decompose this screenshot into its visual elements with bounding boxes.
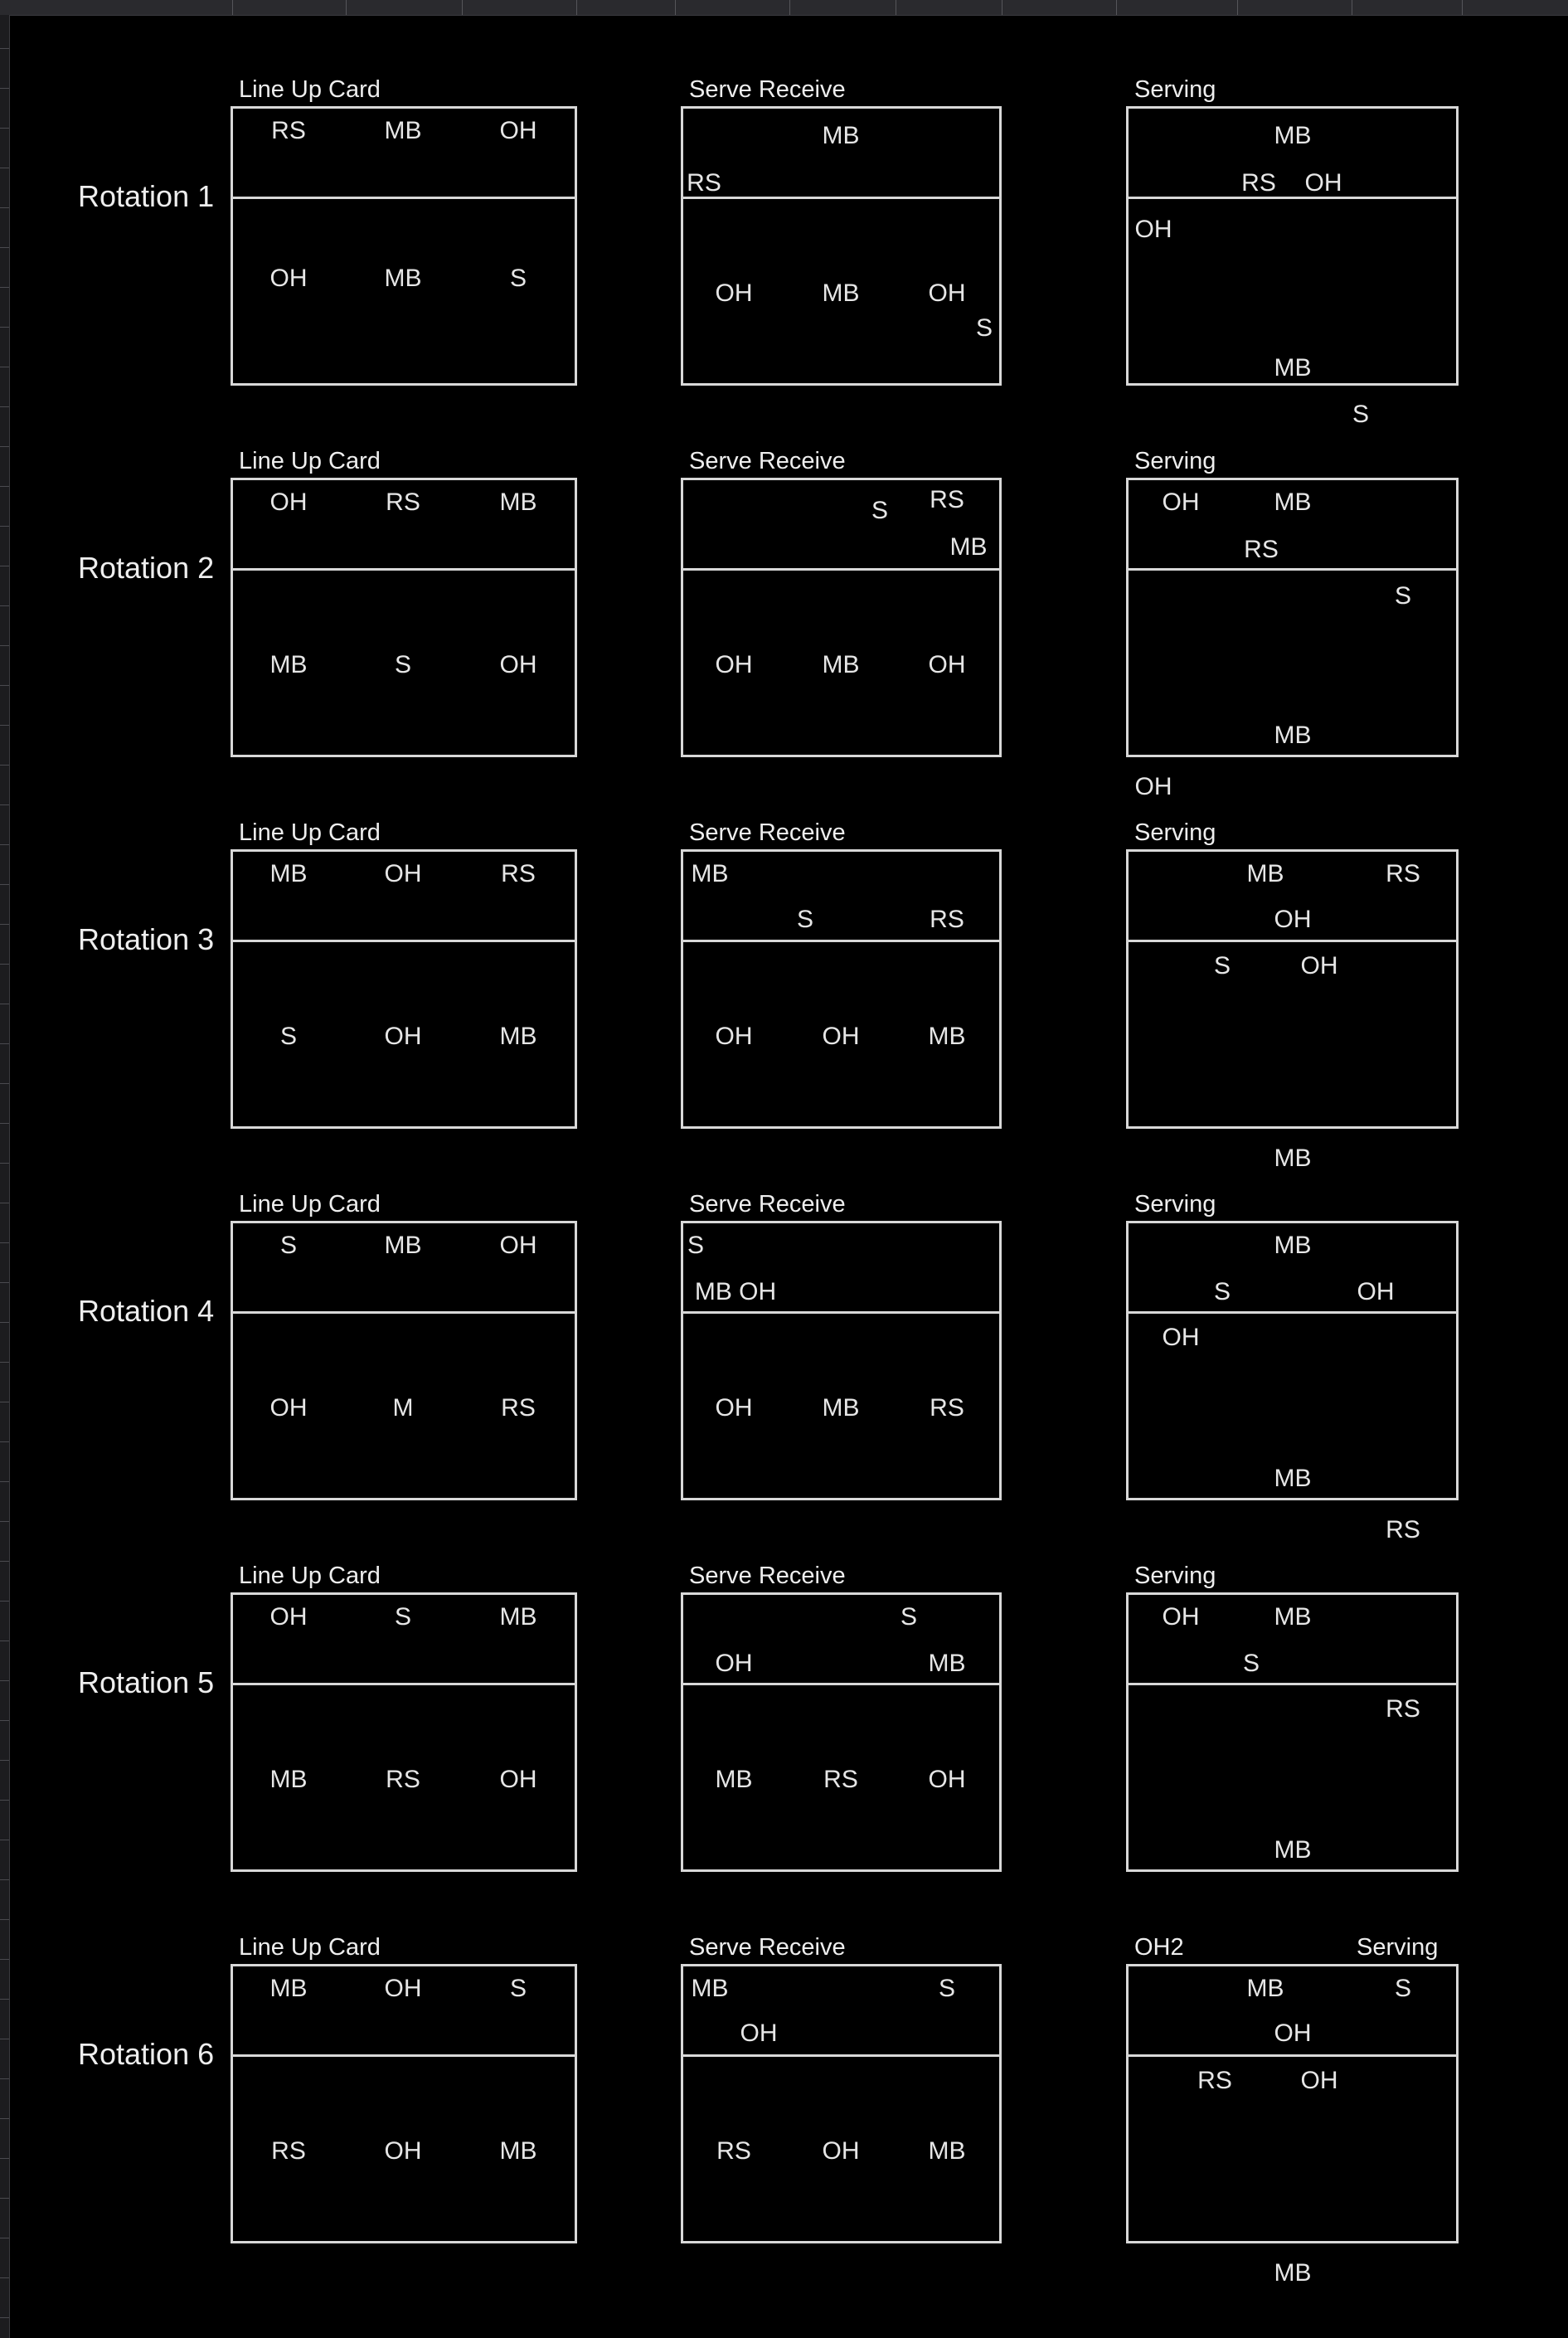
ruler-tick <box>0 1322 9 1323</box>
ruler-tick <box>576 0 577 15</box>
player-position-label: OH <box>499 117 537 144</box>
court-box <box>681 478 1002 757</box>
player-position-label: MB <box>928 1023 966 1050</box>
player-position-label: OH <box>928 651 966 678</box>
player-position-label: OH <box>1134 773 1172 800</box>
rotation-label: Rotation 5 <box>78 1665 215 1699</box>
panel-title: Serving <box>1134 1563 1216 1589</box>
panel-title: Line Up Card <box>239 1934 381 1961</box>
player-position-label: OH <box>499 1232 537 1259</box>
court-box <box>681 1964 1002 2243</box>
ruler-tick <box>1462 0 1463 15</box>
court-box <box>1126 1592 1459 1872</box>
player-position-label: OH <box>1274 2020 1312 2047</box>
court-box <box>231 1592 577 1872</box>
panel-title: Serve Receive <box>689 1934 846 1961</box>
player-position-label: MB <box>1246 1975 1284 2002</box>
net-line <box>233 568 575 571</box>
player-position-label: M <box>392 1394 414 1422</box>
court-box <box>231 1221 577 1500</box>
ruler-tick <box>232 0 233 15</box>
net-line <box>683 1683 999 1685</box>
ruler-tick <box>0 1879 9 1880</box>
player-position-label: MB <box>1274 489 1312 516</box>
ruler-tick <box>0 526 9 527</box>
player-position-label: MB <box>949 533 988 561</box>
panel-title: Serving <box>1134 448 1216 474</box>
ruler-tick <box>0 1521 9 1522</box>
ruler-tick <box>0 725 9 726</box>
player-position-label: RS <box>501 1394 536 1422</box>
ruler-tick <box>0 2078 9 2079</box>
ruler-tick <box>0 1561 9 1562</box>
ruler-tick <box>0 2317 9 2318</box>
ruler-tick <box>0 1959 9 1960</box>
ruler-tick <box>0 1720 9 1721</box>
player-position-label: S <box>938 1975 956 2002</box>
player-position-label: MB <box>1274 354 1312 382</box>
player-position-label: MB <box>384 265 422 292</box>
ruler-tick <box>0 605 9 606</box>
player-position-label: MB <box>499 2137 537 2165</box>
player-position-label: MB <box>928 1650 966 1677</box>
court-box <box>231 849 577 1129</box>
court-box <box>681 1221 1002 1500</box>
player-position-label: OH <box>1304 169 1342 197</box>
panel-title: Serve Receive <box>689 76 846 103</box>
ruler-tick <box>1116 0 1117 15</box>
player-position-label: MB <box>269 1975 308 2002</box>
player-position-label: MB <box>715 1766 753 1793</box>
court-box <box>1126 1964 1459 2243</box>
ruler-tick <box>0 924 9 925</box>
player-position-label: RS <box>1386 860 1420 887</box>
ruler-tick <box>0 1999 9 2000</box>
ruler-tick <box>0 804 9 805</box>
ruler-tick <box>0 1441 9 1442</box>
player-position-label: MB <box>1274 1145 1312 1172</box>
panel-title: Serve Receive <box>689 1563 846 1589</box>
player-position-label: MB OH <box>694 1278 777 1305</box>
player-position-label: OH <box>1300 952 1338 979</box>
ruler-tick <box>0 1760 9 1761</box>
player-position-label: RS <box>687 169 721 197</box>
ruler-tick <box>0 2198 9 2199</box>
player-position-label: OH <box>928 279 966 307</box>
player-position-label: RS <box>1386 1695 1420 1723</box>
player-position-label: MB <box>1246 860 1284 887</box>
ruler-tick <box>462 0 463 15</box>
left-ruler-strip <box>0 15 10 2338</box>
player-position-label: OH <box>1162 1324 1200 1351</box>
net-line <box>1129 568 1456 571</box>
rotation-label: Rotation 4 <box>78 1293 215 1328</box>
net-line <box>1129 2054 1456 2057</box>
player-position-label: MB <box>499 1603 537 1631</box>
net-line <box>233 940 575 942</box>
ruler-tick <box>0 1601 9 1602</box>
player-position-label: OH <box>715 1023 753 1050</box>
player-position-label: MB <box>1274 722 1312 749</box>
ruler-tick <box>0 48 9 49</box>
player-position-label: S <box>796 906 814 933</box>
ruler-tick <box>0 446 9 447</box>
ruler-tick <box>0 2158 9 2159</box>
ruler-tick <box>0 88 9 89</box>
court-box <box>681 849 1002 1129</box>
ruler-tick <box>0 406 9 407</box>
player-position-label: OH <box>715 651 753 678</box>
player-position-label: S <box>279 1023 298 1050</box>
player-position-label: RS <box>386 1766 420 1793</box>
player-position-label: MB <box>384 117 422 144</box>
player-position-label: MB <box>928 2137 966 2165</box>
ruler-tick <box>0 1640 9 1641</box>
player-position-label: OH <box>1300 2067 1338 2094</box>
court-box <box>231 106 577 386</box>
ruler-tick <box>0 844 9 845</box>
net-line <box>683 568 999 571</box>
player-position-label: MB <box>499 489 537 516</box>
player-position-label: MB <box>499 1023 537 1050</box>
ruler-tick <box>0 287 9 288</box>
player-position-label: RS <box>386 489 420 516</box>
player-position-label: S <box>509 265 527 292</box>
panel-title: Serving <box>1134 819 1216 846</box>
player-position-label: OH <box>822 1023 860 1050</box>
panel-title: Line Up Card <box>239 76 381 103</box>
player-position-label: S <box>1213 1278 1231 1305</box>
net-line <box>233 1683 575 1685</box>
player-position-label: OH <box>715 1650 753 1677</box>
player-position-label: OH <box>1274 906 1312 933</box>
player-position-label: RS <box>930 486 964 513</box>
ruler-tick <box>0 685 9 686</box>
player-position-label: RS <box>1386 1516 1420 1543</box>
player-position-label: S <box>1394 1975 1412 2002</box>
player-position-label: S <box>1394 582 1412 610</box>
ruler-tick <box>789 0 790 15</box>
player-position-label: OH <box>1357 1278 1395 1305</box>
panel-title: Line Up Card <box>239 819 381 846</box>
panel-title: Line Up Card <box>239 1191 381 1218</box>
rotation-label: Rotation 3 <box>78 921 215 956</box>
ruler-tick <box>0 207 9 208</box>
rotation-label: Rotation 2 <box>78 550 215 585</box>
ruler-tick <box>0 1362 9 1363</box>
player-position-label: S <box>1213 952 1231 979</box>
player-position-label: OH <box>499 1766 537 1793</box>
player-position-label: MB <box>1274 122 1312 149</box>
player-position-label: RS <box>1241 169 1276 197</box>
ruler-tick <box>0 884 9 885</box>
court-box <box>1126 849 1459 1129</box>
player-position-label: RS <box>716 2137 751 2165</box>
player-position-label: MB <box>269 651 308 678</box>
panel-title: Line Up Card <box>239 1563 381 1589</box>
player-position-label: MB <box>269 860 308 887</box>
net-line <box>683 197 999 199</box>
player-position-label: MB <box>822 122 860 149</box>
player-position-label: MB <box>384 1232 422 1259</box>
player-position-label: S <box>975 314 993 342</box>
player-position-label: MB <box>691 860 729 887</box>
player-position-label: RS <box>271 117 306 144</box>
ruler-tick <box>0 247 9 248</box>
net-line <box>233 197 575 199</box>
player-position-label: MB <box>822 279 860 307</box>
player-position-label: OH <box>269 1394 308 1422</box>
ruler-tick <box>0 1680 9 1681</box>
panel-title: Serve Receive <box>689 819 846 846</box>
net-line <box>1129 197 1456 199</box>
net-line <box>683 1311 999 1314</box>
player-position-label: RS <box>1244 536 1279 563</box>
player-position-label: S <box>900 1603 918 1631</box>
player-position-label: OH <box>269 1603 308 1631</box>
player-position-label: S <box>1352 401 1370 428</box>
panel-title: Serving <box>1357 1934 1439 1961</box>
ruler-tick <box>0 1800 9 1801</box>
player-position-label: MB <box>269 1766 308 1793</box>
player-position-label: OH <box>269 489 308 516</box>
player-position-label: OH <box>384 2137 422 2165</box>
ruler-tick <box>0 1242 9 1243</box>
player-position-label: RS <box>823 1766 858 1793</box>
ruler-tick <box>0 327 9 328</box>
player-position-label: OH <box>384 1975 422 2002</box>
net-line <box>683 940 999 942</box>
player-position-label: OH <box>384 860 422 887</box>
ruler-tick <box>0 2277 9 2278</box>
player-position-label: RS <box>501 860 536 887</box>
player-position-label: OH <box>715 279 753 307</box>
ruler-tick <box>0 1163 9 1164</box>
player-position-label: OH <box>384 1023 422 1050</box>
player-position-label: OH <box>928 1766 966 1793</box>
rotation-label: Rotation 6 <box>78 2036 215 2071</box>
panel-title: Serve Receive <box>689 448 846 474</box>
ruler-tick <box>0 765 9 766</box>
player-position-label: S <box>687 1232 705 1259</box>
court-box <box>681 1592 1002 1872</box>
net-line <box>233 2054 575 2057</box>
player-position-label: RS <box>930 906 964 933</box>
ruler-tick <box>0 1481 9 1482</box>
top-toolbar-strip <box>0 0 1568 16</box>
panel-title: Serving <box>1134 1191 1216 1218</box>
player-position-label: S <box>279 1232 298 1259</box>
ruler-tick <box>0 964 9 965</box>
net-line <box>1129 1683 1456 1685</box>
player-position-label: MB <box>822 1394 860 1422</box>
player-position-label: RS <box>930 1394 964 1422</box>
player-position-label: MB <box>691 1975 729 2002</box>
player-position-label: MB <box>1274 1232 1312 1259</box>
extra-label: OH2 <box>1134 1934 1184 1961</box>
player-position-label: OH <box>1162 1603 1200 1631</box>
ruler-tick <box>0 1083 9 1084</box>
player-position-label: OH <box>715 1394 753 1422</box>
panel-title: Line Up Card <box>239 448 381 474</box>
rotation-label: Rotation 1 <box>78 178 215 213</box>
player-position-label: OH <box>499 651 537 678</box>
player-position-label: S <box>1242 1650 1260 1677</box>
ruler-tick <box>0 1043 9 1044</box>
player-position-label: OH <box>269 265 308 292</box>
player-position-label: RS <box>271 2137 306 2165</box>
player-position-label: S <box>509 1975 527 2002</box>
player-position-label: MB <box>1274 1836 1312 1864</box>
ruler-tick <box>1237 0 1238 15</box>
net-line <box>1129 940 1456 942</box>
court-box <box>1126 1221 1459 1500</box>
ruler-tick <box>346 0 347 15</box>
net-line <box>683 2054 999 2057</box>
net-line <box>1129 1311 1456 1314</box>
ruler-tick <box>0 128 9 129</box>
court-box <box>231 478 577 757</box>
panel-title: Serve Receive <box>689 1191 846 1218</box>
player-position-label: MB <box>1274 1603 1312 1631</box>
ruler-tick <box>0 1919 9 1920</box>
panel-title: Serving <box>1134 76 1216 103</box>
ruler-tick <box>0 1123 9 1124</box>
court-box <box>231 1964 577 2243</box>
player-position-label: OH <box>740 2020 778 2047</box>
player-position-label: S <box>394 651 412 678</box>
player-position-label: MB <box>1274 1465 1312 1492</box>
player-position-label: MB <box>822 651 860 678</box>
ruler-tick <box>0 645 9 646</box>
ruler-tick <box>0 486 9 487</box>
player-position-label: OH <box>1134 216 1172 243</box>
net-line <box>233 1311 575 1314</box>
court-box <box>1126 478 1459 757</box>
player-position-label: S <box>871 497 889 524</box>
ruler-tick <box>0 2118 9 2119</box>
ruler-tick <box>0 1282 9 1283</box>
player-position-label: OH <box>1162 489 1200 516</box>
player-position-label: S <box>394 1603 412 1631</box>
player-position-label: RS <box>1197 2067 1232 2094</box>
ruler-tick <box>675 0 676 15</box>
player-position-label: MB <box>1274 2259 1312 2287</box>
player-position-label: OH <box>822 2137 860 2165</box>
